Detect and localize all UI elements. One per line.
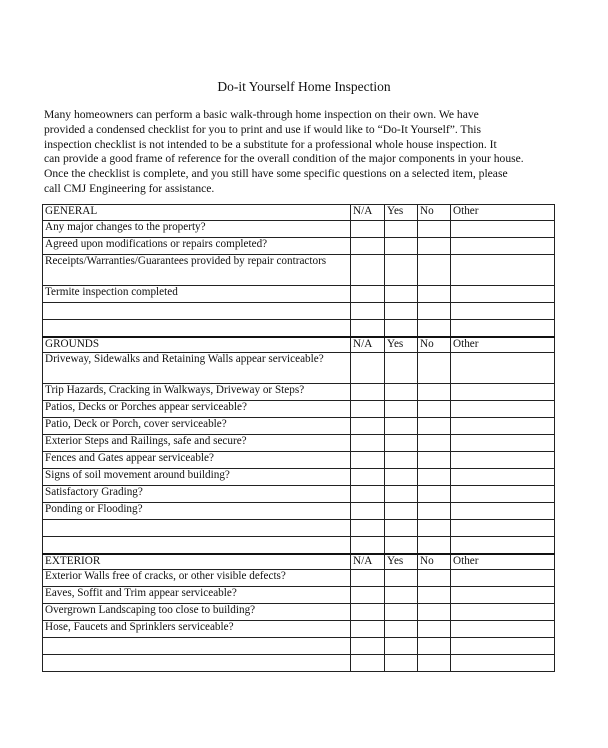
checklist-row xyxy=(43,353,555,384)
item-label: Exterior Steps and Railings, safe and secure? xyxy=(43,435,351,452)
item-label: Trip Hazards, Cracking in Walkways, Driveway or Steps? xyxy=(43,384,351,401)
no-cell[interactable] xyxy=(418,621,451,638)
other-cell[interactable] xyxy=(451,570,555,587)
intro-line: provided a condensed checklist for you to print and use if would like to “Do-It Yourself”. This xyxy=(44,122,482,136)
na-cell[interactable] xyxy=(351,587,385,604)
na-cell[interactable] xyxy=(351,503,385,520)
checklist-row xyxy=(43,604,555,621)
na-cell[interactable] xyxy=(351,435,385,452)
other-cell[interactable] xyxy=(451,621,555,638)
empty-row xyxy=(43,303,555,320)
checklist-row xyxy=(43,469,555,486)
no-cell[interactable] xyxy=(418,486,451,503)
checklist-row xyxy=(43,401,555,418)
yes-cell[interactable] xyxy=(385,469,418,486)
intro-line: call CMJ Engineering for assistance. xyxy=(44,181,215,195)
item-label: Termite inspection completed xyxy=(43,286,351,303)
yes-cell[interactable] xyxy=(385,435,418,452)
other-cell[interactable] xyxy=(451,503,555,520)
checklist-row xyxy=(43,486,555,503)
yes-cell[interactable] xyxy=(385,238,418,255)
item-label: Hose, Faucets and Sprinklers serviceable? xyxy=(43,621,351,638)
other-cell[interactable] xyxy=(451,286,555,303)
na-cell[interactable] xyxy=(351,469,385,486)
item-label: Overgrown Landscaping too close to building? xyxy=(43,604,351,621)
no-cell[interactable] xyxy=(418,401,451,418)
empty-row xyxy=(43,655,555,672)
page-title: Do-it Yourself Home Inspection xyxy=(217,79,391,94)
no-cell[interactable] xyxy=(418,286,451,303)
item-label: Driveway, Sidewalks and Retaining Walls appear serviceable? xyxy=(43,353,351,384)
checklist-row xyxy=(43,221,555,238)
column-yes: Yes xyxy=(385,554,418,570)
no-cell[interactable] xyxy=(418,604,451,621)
yes-cell[interactable] xyxy=(385,418,418,435)
no-cell[interactable] xyxy=(418,255,451,286)
section-header-general xyxy=(43,205,555,221)
other-cell[interactable] xyxy=(451,418,555,435)
no-cell[interactable] xyxy=(418,435,451,452)
na-cell[interactable] xyxy=(351,418,385,435)
yes-cell[interactable] xyxy=(385,286,418,303)
item-label: Agreed upon modifications or repairs completed? xyxy=(43,238,351,255)
other-cell[interactable] xyxy=(451,469,555,486)
column-no: No xyxy=(418,205,451,221)
yes-cell[interactable] xyxy=(385,384,418,401)
yes-cell[interactable] xyxy=(385,353,418,384)
empty-row xyxy=(43,638,555,655)
yes-cell[interactable] xyxy=(385,255,418,286)
section-heading: EXTERIOR xyxy=(43,554,351,570)
no-cell[interactable] xyxy=(418,353,451,384)
no-cell[interactable] xyxy=(418,570,451,587)
na-cell[interactable] xyxy=(351,286,385,303)
column-no: No xyxy=(418,554,451,570)
na-cell[interactable] xyxy=(351,238,385,255)
item-label: Patios, Decks or Porches appear serviceable? xyxy=(43,401,351,418)
yes-cell[interactable] xyxy=(385,401,418,418)
yes-cell[interactable] xyxy=(385,604,418,621)
item-label: Signs of soil movement around building? xyxy=(43,469,351,486)
checklist-row xyxy=(43,503,555,520)
other-cell[interactable] xyxy=(451,221,555,238)
item-label: Eaves, Soffit and Trim appear serviceable? xyxy=(43,587,351,604)
no-cell[interactable] xyxy=(418,469,451,486)
na-cell[interactable] xyxy=(351,353,385,384)
checklist-row xyxy=(43,435,555,452)
other-cell[interactable] xyxy=(451,604,555,621)
section-header-grounds xyxy=(43,337,555,353)
column-other: Other xyxy=(451,337,555,353)
checklist-row xyxy=(43,255,555,286)
item-label: Receipts/Warranties/Guarantees provided by repair contractors xyxy=(43,255,351,286)
column-na: N/A xyxy=(351,554,385,570)
column-na: N/A xyxy=(351,205,385,221)
item-label: Exterior Walls free of cracks, or other visible defects? xyxy=(43,570,351,587)
other-cell[interactable] xyxy=(451,401,555,418)
other-cell[interactable] xyxy=(451,486,555,503)
column-other: Other xyxy=(451,205,555,221)
intro-line: Many homeowners can perform a basic walk-through home inspection on their own. We have xyxy=(44,108,479,121)
other-cell[interactable] xyxy=(451,384,555,401)
yes-cell[interactable] xyxy=(385,587,418,604)
yes-cell[interactable] xyxy=(385,486,418,503)
column-na: N/A xyxy=(351,337,385,353)
yes-cell[interactable] xyxy=(385,621,418,638)
na-cell[interactable] xyxy=(351,604,385,621)
na-cell[interactable] xyxy=(351,621,385,638)
checklist-row xyxy=(43,570,555,587)
intro-paragraph xyxy=(44,108,564,197)
item-label: Any major changes to the property? xyxy=(43,221,351,238)
column-no: No xyxy=(418,337,451,353)
na-cell[interactable] xyxy=(351,221,385,238)
section-heading: GENERAL xyxy=(43,205,351,221)
other-cell[interactable] xyxy=(451,587,555,604)
checklist-row xyxy=(43,621,555,638)
na-cell[interactable] xyxy=(351,452,385,469)
no-cell[interactable] xyxy=(418,452,451,469)
yes-cell[interactable] xyxy=(385,503,418,520)
column-yes: Yes xyxy=(385,337,418,353)
empty-row xyxy=(43,537,555,554)
other-cell[interactable] xyxy=(451,435,555,452)
yes-cell[interactable] xyxy=(385,452,418,469)
intro-line: Once the checklist is complete, and you still have some specific questions on a selected item, please xyxy=(44,167,508,181)
no-cell[interactable] xyxy=(418,238,451,255)
other-cell[interactable] xyxy=(451,238,555,255)
checklist-table xyxy=(42,204,555,672)
na-cell[interactable] xyxy=(351,255,385,286)
no-cell[interactable] xyxy=(418,221,451,238)
checklist-row xyxy=(43,286,555,303)
checklist-row xyxy=(43,384,555,401)
item-label: Patio, Deck or Porch, cover serviceable? xyxy=(43,418,351,435)
yes-cell[interactable] xyxy=(385,570,418,587)
other-cell[interactable] xyxy=(451,353,555,384)
no-cell[interactable] xyxy=(418,418,451,435)
no-cell[interactable] xyxy=(418,503,451,520)
column-other: Other xyxy=(451,554,555,570)
other-cell[interactable] xyxy=(451,255,555,286)
checklist-row xyxy=(43,418,555,435)
checklist-row xyxy=(43,587,555,604)
na-cell[interactable] xyxy=(351,384,385,401)
checklist-row xyxy=(43,452,555,469)
na-cell[interactable] xyxy=(351,486,385,503)
empty-row xyxy=(43,320,555,337)
item-label: Satisfactory Grading? xyxy=(43,486,351,503)
intro-line: inspection checklist is not intended to be a substitute for a professional whole house inspection. It xyxy=(44,137,497,151)
section-header-exterior xyxy=(43,554,555,570)
item-label: Ponding or Flooding? xyxy=(43,503,351,520)
yes-cell[interactable] xyxy=(385,221,418,238)
item-label: Fences and Gates appear serviceable? xyxy=(43,452,351,469)
other-cell[interactable] xyxy=(451,452,555,469)
na-cell[interactable] xyxy=(351,570,385,587)
na-cell[interactable] xyxy=(351,401,385,418)
no-cell[interactable] xyxy=(418,384,451,401)
no-cell[interactable] xyxy=(418,587,451,604)
intro-line: can provide a good frame of reference for the overall condition of the major components in your house. xyxy=(44,152,524,166)
empty-row xyxy=(43,520,555,537)
column-yes: Yes xyxy=(385,205,418,221)
checklist-row xyxy=(43,238,555,255)
section-heading: GROUNDS xyxy=(43,337,351,353)
